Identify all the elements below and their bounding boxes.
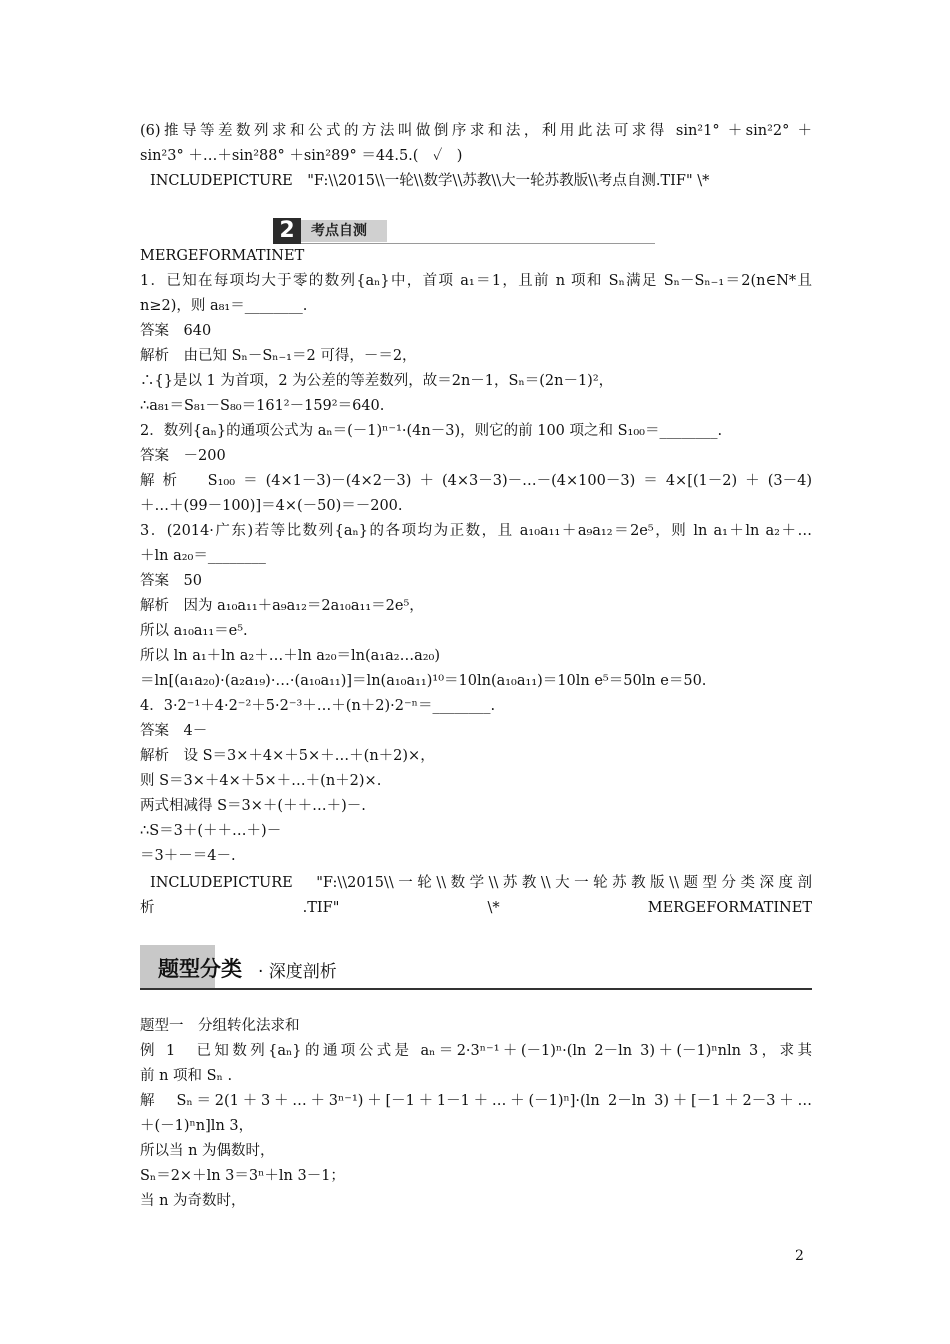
- text-line: 4．3·2⁻¹＋4·2⁻²＋5·2⁻³＋…＋(n＋2)·2⁻ⁿ＝________.: [140, 698, 496, 714]
- answer-line: 答案 4－: [140, 723, 208, 739]
- text-line: ＝3＋－＝4－.: [140, 848, 236, 864]
- text-line: ＋(－1)ⁿn]ln 3，: [140, 1118, 254, 1134]
- text-line: 解 Sₙ＝2(1＋3＋…＋3ⁿ⁻¹)＋[－1＋1－1＋…＋(－1)ⁿ]·(ln 2－ln 3)＋[－1＋2－3＋…: [140, 1093, 812, 1109]
- text-line: 2．数列{aₙ}的通项公式为 aₙ＝(－1)ⁿ⁻¹·(4n－3)，则它的前 100 项之和 S₁₀₀＝________.: [140, 423, 723, 439]
- text-line: INCLUDEPICTURE "F:\\2015\\一轮\\数学\\苏教\\大一轮苏教版\\题型分类深度剖: [150, 875, 812, 891]
- section-banner-kaodian: [273, 218, 655, 244]
- answer-line: 答案 50: [140, 573, 202, 589]
- text-line: 析 .TIF" \* MERGEFORMATINET: [140, 900, 812, 916]
- text-line: 所以 a₁₀a₁₁＝e⁵.: [140, 623, 248, 639]
- section-divider: [301, 243, 655, 244]
- section-number: 2: [273, 218, 301, 244]
- text-line: ∴{}是以 1 为首项，2 为公差的等差数列，故＝2n－1，Sₙ＝(2n－1)²，: [140, 373, 614, 389]
- analysis-line: 解析 S₁₀₀＝(4×1－3)－(4×2－3)＋(4×3－3)－…－(4×100－3)＝4×[(1－2)＋(3－4): [140, 473, 812, 489]
- text-line: ＋…＋(99－100)]＝4×(－50)＝－200.: [140, 498, 403, 514]
- text-line: 两式相减得 S＝3×＋(＋＋…＋)－.: [140, 798, 366, 814]
- banner-title: 题型分类: [158, 957, 242, 981]
- text-line: 所以当 n 为偶数时，: [140, 1143, 275, 1159]
- text-line: ∴S＝3＋(＋＋…＋)－: [140, 823, 282, 839]
- answer-line: 答案 －200: [140, 448, 226, 464]
- text-line: 则 S＝3×＋4×＋5×＋…＋(n＋2)×.: [140, 773, 382, 789]
- section-title: 考点自测: [301, 220, 387, 242]
- text-line: Sₙ＝2×＋ln 3＝3ⁿ＋ln 3－1；: [140, 1168, 345, 1184]
- banner-subtitle: · 深度剖析: [258, 962, 337, 982]
- text-line: MERGEFORMATINET: [140, 248, 305, 264]
- text-line: sin²3° ＋…＋sin²88° ＋sin²89° ＝44.5.( ✓ ): [140, 148, 463, 164]
- text-line: 当 n 为奇数时，: [140, 1193, 246, 1209]
- text-line: n≥2)，则 a₈₁＝________.: [140, 298, 308, 314]
- text-line: (6)推导等差数列求和公式的方法叫做倒序求和法，利用此法可求得 sin²1° ＋sin²2° ＋: [140, 123, 812, 139]
- text-line: 1．已知在每项均大于零的数列{aₙ}中，首项 a₁＝1，且前 n 项和 Sₙ满足 Sₙ－Sₙ₋₁＝2(n∈N*且: [140, 273, 812, 289]
- text-line: INCLUDEPICTURE "F:\\2015\\一轮\\数学\\苏教\\大一轮苏教版\\考点自测.TIF" \*: [150, 173, 710, 189]
- text-line: 前 n 项和 Sₙ .: [140, 1068, 233, 1084]
- text-line: ＋ln a₂₀＝________: [140, 548, 266, 564]
- text-line: ＝ln[(a₁a₂₀)·(a₂a₁₉)·…·(a₁₀a₁₁)]＝ln(a₁₀a₁₁)¹⁰＝10ln(a₁₀a₁₁)＝10ln e⁵＝50ln e＝50.: [140, 673, 707, 689]
- section-banner-tixing: [140, 945, 812, 991]
- text-line: 3．(2014·广东)若等比数列{aₙ}的各项均为正数，且 a₁₀a₁₁＋a₉a₁₂＝2e⁵，则 ln a₁＋ln a₂＋…: [140, 523, 812, 539]
- text-line: ∴a₈₁＝S₈₁－S₈₀＝161²－159²＝640.: [140, 398, 385, 414]
- analysis-line: 解析 设 S＝3×＋4×＋5×＋…＋(n＋2)×，: [140, 748, 435, 764]
- text-line: 例 1 已知数列{aₙ}的通项公式是 aₙ＝2·3ⁿ⁻¹＋(－1)ⁿ·(ln 2－ln 3)＋(－1)ⁿnln 3，求其: [140, 1043, 812, 1059]
- analysis-line: 解析 因为 a₁₀a₁₁＋a₉a₁₂＝2a₁₀a₁₁＝2e⁵，: [140, 598, 424, 614]
- answer-line: 答案 640: [140, 323, 212, 339]
- page-number: 2: [795, 1248, 804, 1264]
- banner-underline: [140, 988, 812, 990]
- text-line: 题型一 分组转化法求和: [140, 1018, 300, 1034]
- text-line: 所以 ln a₁＋ln a₂＋…＋ln a₂₀＝ln(a₁a₂…a₂₀): [140, 648, 441, 664]
- analysis-line: 解析 由已知 Sₙ－Sₙ₋₁＝2 可得，－＝2，: [140, 348, 417, 364]
